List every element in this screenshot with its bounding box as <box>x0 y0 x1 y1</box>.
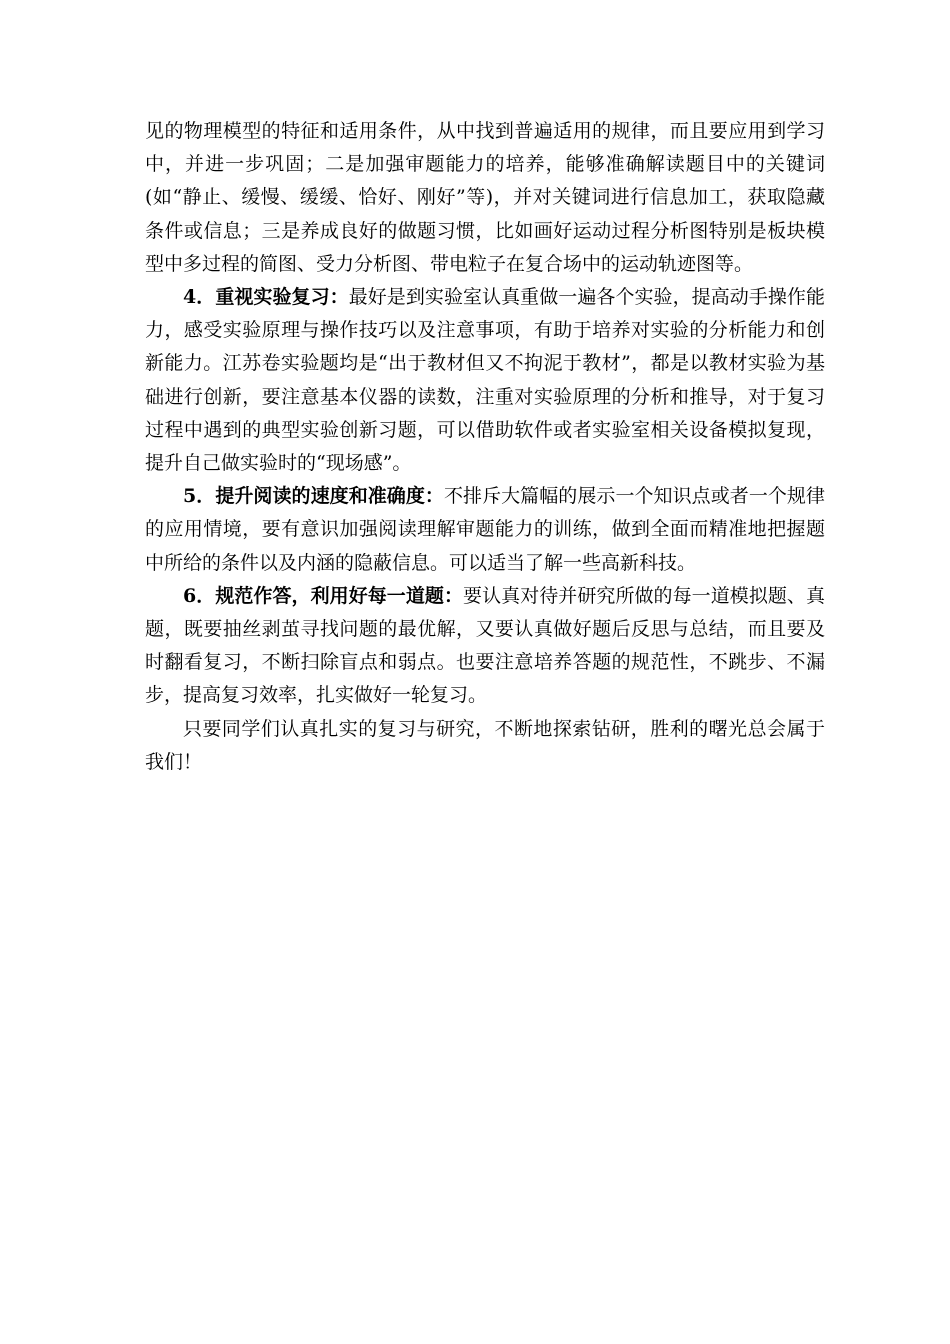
paragraph-item-6 <box>145 580 825 713</box>
paragraph-heading: 5．提升阅读的速度和准确度： <box>183 485 444 508</box>
paragraph-heading: 4．重视实验复习： <box>183 286 349 309</box>
paragraph-item-4 <box>145 281 825 480</box>
paragraph-text: 只要同学们认真扎实的复习与研究，不断地探索钻研，胜利的曙光总会属于我们！ <box>145 717 825 773</box>
paragraph-item-5 <box>145 480 825 580</box>
paragraph-text: 不排斥大篇幅的展示一个知识点或者一个规律的应用情境，要有意识加强阅读理解审题能力的训练，做到全面而精准地把握题中所给的条件以及内涵的隐蔽信息。可以适当了解一些高新科技。 <box>145 485 825 574</box>
document-page <box>145 115 825 779</box>
paragraph-continuation <box>145 115 825 281</box>
paragraph-text: 最好是到实验室认真重做一遍各个实验，提高动手操作能力，感受实验原理与操作技巧以及注意事项，有助于培养对实验的分析能力和创新能力。江苏卷实验题均是“出于教材但又不拘泥于教材”，都是以教材实验为基础进行创新，要注意基本仪器的读数，注重对实验原理的分析和推导，对于复习过程中遇到的典型实验创新习题，可以借助软件或者实验室相关设备模拟复现，提升自己做实验时的“现场感”。 <box>145 286 825 475</box>
paragraph-text: 要认真对待并研究所做的每一道模拟题、真题，既要抽丝剥茧寻找问题的最优解，又要认真做好题后反思与总结，而且要及时翻看复习，不断扫除盲点和弱点。也要注意培养答题的规范性，不跳步、不漏步，提高复习效率，扎实做好一轮复习。 <box>145 584 825 707</box>
paragraph-heading: 6．规范作答，利用好每一道题： <box>183 584 464 607</box>
paragraph-conclusion <box>145 713 825 779</box>
paragraph-text: 见的物理模型的特征和适用条件，从中找到普遍适用的规律，而且要应用到学习中，并进一步巩固；二是加强审题能力的培养，能够准确解读题目中的关键词(如“静止、缓慢、缓缓、恰好、刚好”等)，并对关键词进行信息加工，获取隐藏条件或信息；三是养成良好的做题习惯，比如画好运动过程分析图特别是板块模型中多过程的简图、受力分析图、带电粒子在复合场中的运动轨迹图等。 <box>145 120 825 275</box>
